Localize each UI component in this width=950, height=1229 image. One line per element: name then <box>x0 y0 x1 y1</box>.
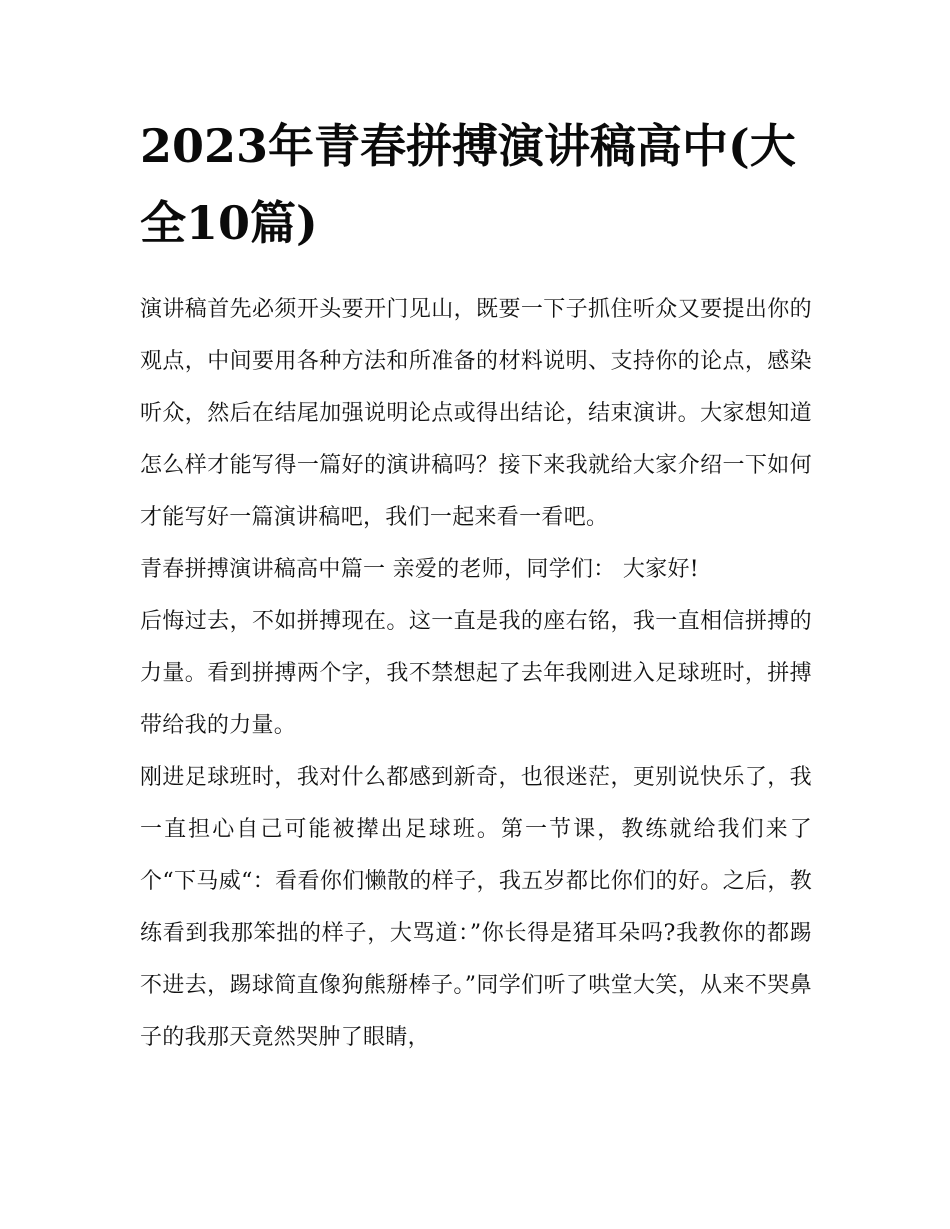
document-body <box>140 284 812 1064</box>
paragraph-greeting: 青春拼搏演讲稿高中篇一 亲爱的老师，同学们： 大家好! <box>140 557 699 582</box>
paragraph-intro: 演讲稿首先必须开头要开门见山，既要一下子抓住听众又要提出你的观点，中间要用各种方法和所准备的材料说明、支持你的论点，感染听众，然后在结尾加强说明论点或得出结论，结束演讲。大家想知道怎么样才能写得一篇好的演讲稿吗？接下来我就给大家介绍一下如何才能写好一篇演讲稿吧，我们一起来看一看吧。 <box>140 297 812 530</box>
document-title: 2023年青春拼搏演讲稿高中(大全10篇) <box>140 119 796 250</box>
document-content <box>140 108 812 1064</box>
paragraph-football-class: 刚进足球班时，我对什么都感到新奇，也很迷茫，更别说快乐了，我一直担心自己可能被撵出足球班。第一节课，教练就给我们来了个“下马威“：看看你们懒散的样子，我五岁都比你们的好。之后，教练看到我那笨拙的样子，大骂道：”你长得是猪耳朵吗?我教你的都踢不进去，踢球简直像狗熊掰棒子。”同学们听了哄堂大笑，从来不哭鼻子的我那天竟然哭肿了眼睛， <box>140 765 812 1050</box>
paragraph-motto: 后悔过去，不如拼搏现在。这一直是我的座右铭，我一直相信拼搏的力量。看到拼搏两个字，我不禁想起了去年我刚进入足球班时，拼搏带给我的力量。 <box>140 609 812 738</box>
